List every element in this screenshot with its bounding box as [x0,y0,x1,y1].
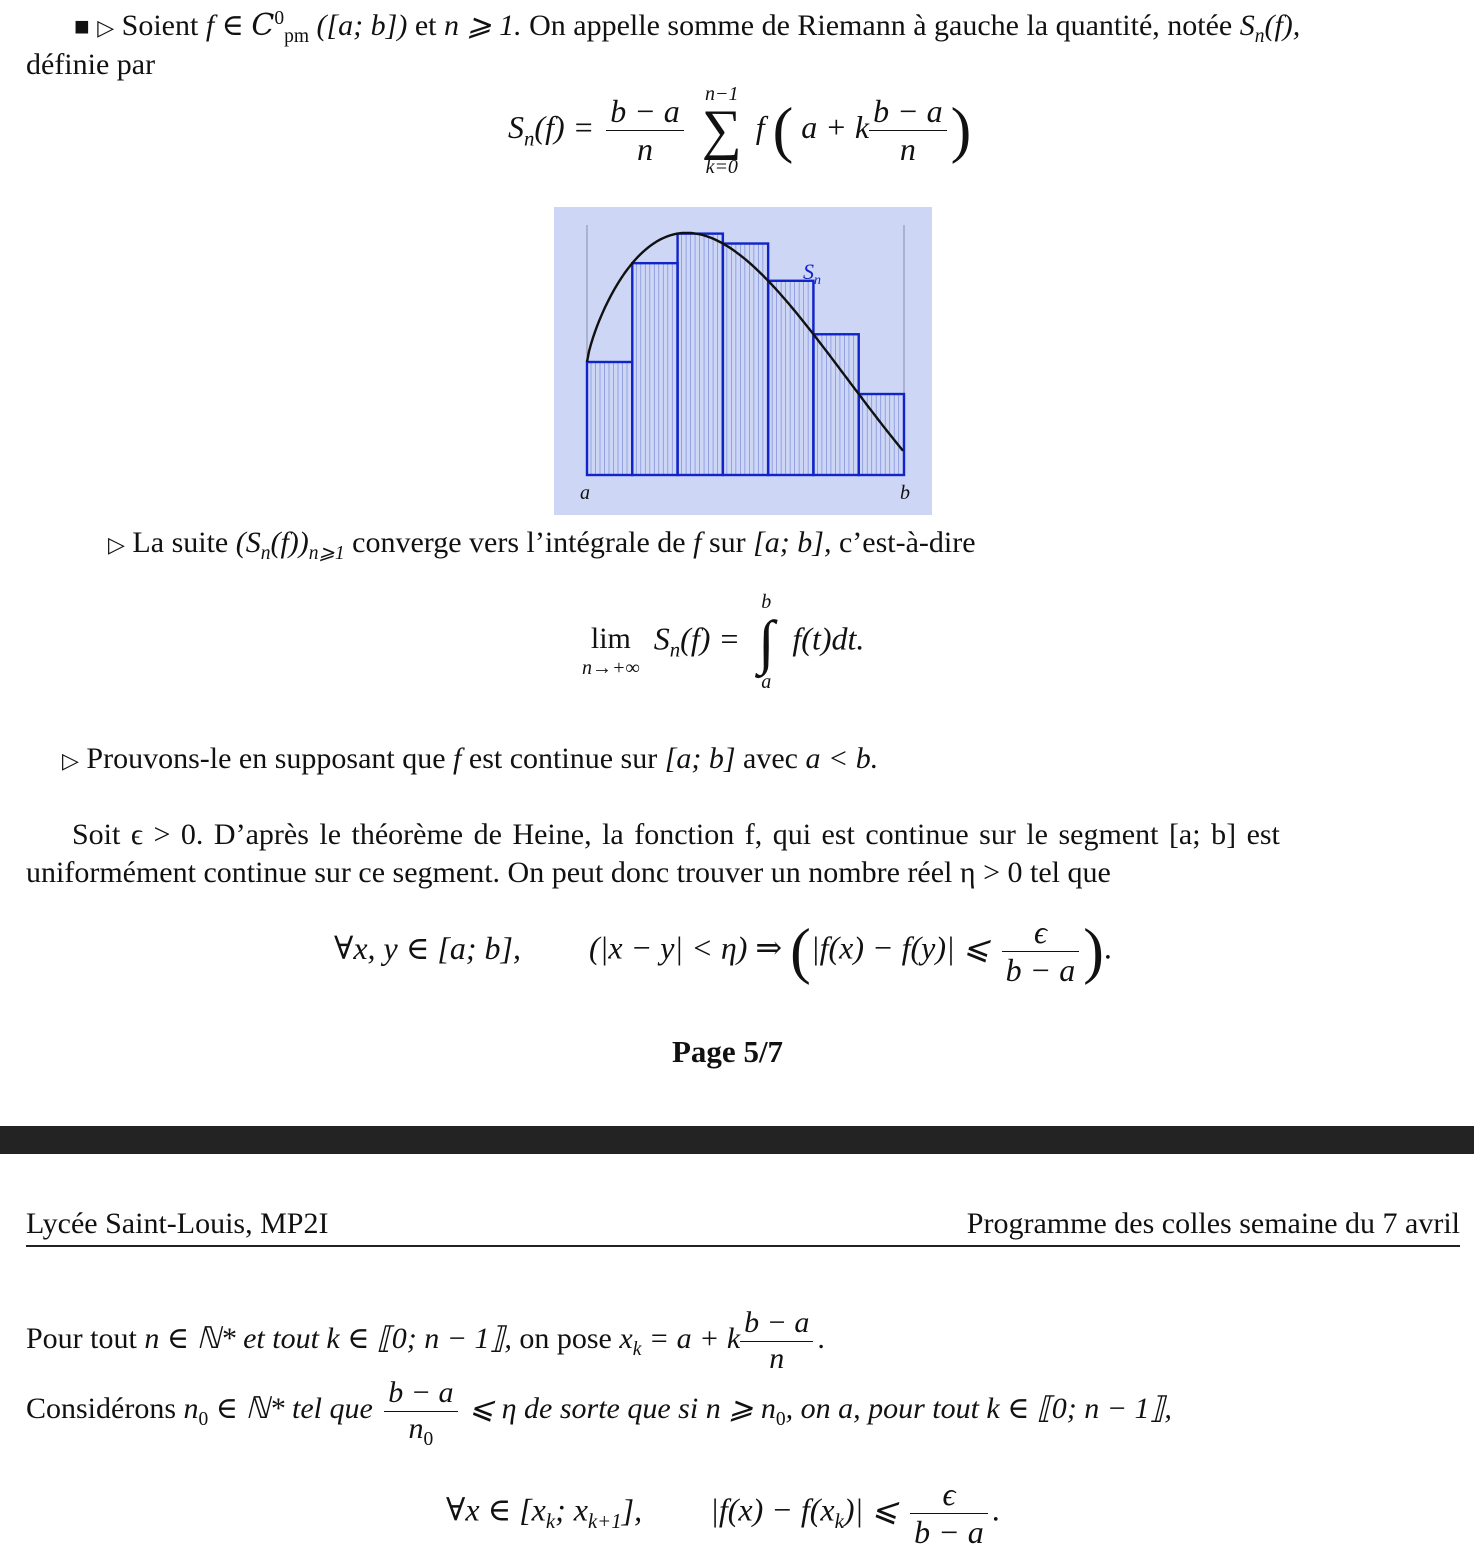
page-number: Page 5/7 [672,1034,784,1069]
integral-operator: b ∫ a [757,591,775,693]
limit-operator: lim n→+∞ [582,622,640,679]
equation-local-bound: ∀x ∈ [$x_k$; $x_{k+1}$], $|f(x) - f(x_k)|$ ⩽ $\frac{\epsilon}{b - a}$ . [446,1476,1000,1550]
header-rule [26,1245,1460,1247]
paragraph-convergence: ▷ La suite $(S_n(f))_{n⩾1}$ converge vers l’intégrale de f sur [a; b], c’est-à-dire [108,526,976,564]
fraction-step: $\frac{b - a}{n}$ [606,93,684,168]
page-separator [0,1126,1474,1154]
fraction-epsilon: $\frac{\epsilon}{b - a}$ [1002,914,1080,989]
header-right: Programme des colles semaine du 7 avril [966,1207,1460,1240]
fraction-step-xk: $\frac{b - a}{n}$ [740,1306,813,1376]
paragraph-riemann-definition-line2: définie par [26,48,156,81]
paragraph-heine-line2: uniformément continue sur ce segment. On peut donc trouver un nombre réel η > 0 tel que [26,856,1111,889]
fraction-inner: $\frac{b - a}{n}$ [869,93,947,168]
paragraph-riemann-definition: ■ ▷ Soient f ∈ $C^0_{pm}$ ([a; b]) et n ⩾ 1. On appelle somme de Riemann à gauche la quantité, notée $S_n(f)$, [74,8,1301,47]
riemann-figure-svg [554,207,932,515]
triangle-bullet-icon: ▷ [97,15,115,40]
label-a: a [580,482,590,504]
paragraph-xk-definition: Pour tout n ∈ ℕ* et tout k ∈ ⟦0; n − 1⟧, on pose $x_k = a + k$ $\frac{b - a}{n}$ . [26,1306,825,1375]
sum-operator: n−1 ∑ k=0 [701,83,742,179]
header-left: Lycée Saint-Louis, MP2I [26,1207,329,1240]
fraction-epsilon-2: $\frac{\epsilon}{b - a}$ [910,1476,988,1551]
label-Sn: $S_n$ [803,259,821,288]
triangle-bullet-icon: ▷ [108,532,125,557]
equation-uniform-continuity: ∀x, y ∈ [a; b], (|x − y| < η) ⇒ (|f(x) − f(y)| ⩽ $\frac{\epsilon}{b - a}$ ). [334,914,1112,988]
paragraph-heine-line1: Soit ϵ > 0. D’après le théorème de Heine, la fonction f, qui est continue sur le segment [a; b] est [72,818,1280,851]
fraction-n0: $\frac{b - a}{n_0}$ [384,1376,457,1446]
equation-limit-integral: lim n→+∞ $S_n(f)$ = b ∫ a f(t)dt. [582,591,865,693]
equation-riemann-sum: $S_n(f)$ = $\frac{b - a}{n}$ n−1 ∑ k=0 f ( a + k $\frac{b - a}{n}$ ) [508,83,972,179]
label-b: b [900,482,910,504]
paragraph-n0-choice: Considérons $n_0$ ∈ ℕ* tel que $\frac{b - a}{n_0}$ ⩽ η de sorte que si n ⩾ $n_0$, on a, pour tout k ∈ ⟦0; n − 1⟧, [26,1376,1172,1450]
paragraph-proof-intro: ▷ Prouvons-le en supposant que f est continue sur [a; b] avec a < b. [62,742,879,775]
square-bullet-icon: ■ [74,12,90,41]
riemann-figure [554,207,932,515]
triangle-bullet-icon: ▷ [62,748,79,773]
